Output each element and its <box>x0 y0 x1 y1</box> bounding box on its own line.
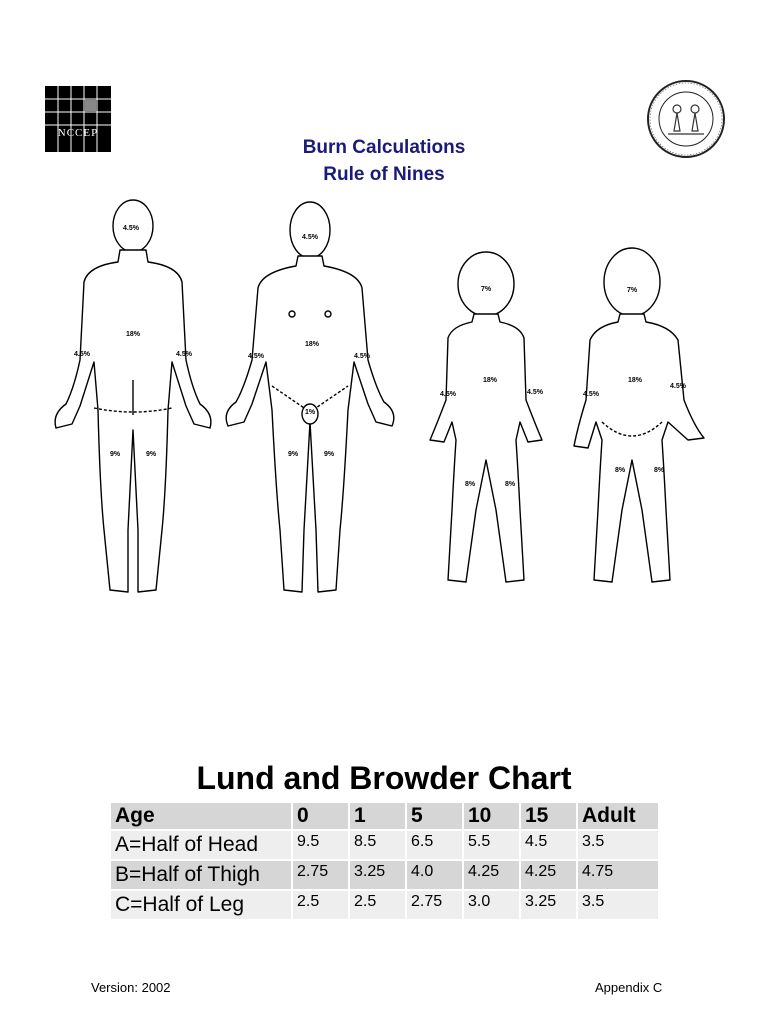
table-row <box>111 891 658 919</box>
adult-front-leg-left-pct: 9% <box>287 451 299 458</box>
child-front-arm-right-pct: 4.5% <box>670 383 686 390</box>
adult-front-arm-left-pct: 4.5% <box>248 353 264 360</box>
adult-front-figure <box>226 202 394 592</box>
table-cell: 2.5 <box>293 891 348 919</box>
row-label-head: A=Half of Head <box>111 831 291 859</box>
child-front-torso-pct: 18% <box>627 377 643 384</box>
footer-appendix: Appendix C <box>595 980 663 995</box>
adult-back-arm-right-pct: 4.5% <box>176 351 192 358</box>
header-age-5: 5 <box>407 803 462 829</box>
table-cell: 4.5 <box>521 831 576 859</box>
header-age: Age <box>111 803 291 829</box>
child-front-leg-right-pct: 8% <box>653 467 665 474</box>
adult-front-torso-pct: 18% <box>304 341 320 348</box>
adult-front-head-pct: 4.5% <box>302 234 318 241</box>
child-back-torso-pct: 18% <box>482 377 498 384</box>
child-back-head-pct: 7% <box>480 286 492 293</box>
title-burn-calculations: Burn Calculations <box>302 137 466 158</box>
child-front-head-pct: 7% <box>626 287 638 294</box>
table-cell: 4.25 <box>521 861 576 889</box>
header-age-15: 15 <box>521 803 576 829</box>
table-cell: 8.5 <box>350 831 405 859</box>
table-cell: 4.75 <box>578 861 658 889</box>
row-label-thigh: B=Half of Thigh <box>111 861 291 889</box>
table-cell: 3.25 <box>521 891 576 919</box>
child-back-arm-right-pct: 4.5% <box>527 389 543 396</box>
adult-back-leg-right-pct: 9% <box>145 451 157 458</box>
footer-version: Version: 2002 <box>91 980 171 995</box>
adult-back-leg-left-pct: 9% <box>109 451 121 458</box>
lund-browder-title: Lund and Browder Chart <box>196 760 572 796</box>
table-cell: 4.25 <box>464 861 519 889</box>
table-cell: 2.5 <box>350 891 405 919</box>
adult-front-leg-right-pct: 9% <box>323 451 335 458</box>
rule-of-nines-figures <box>0 190 768 610</box>
adult-front-groin-pct: 1% <box>304 409 316 416</box>
header-age-0: 0 <box>293 803 348 829</box>
table-row <box>111 831 658 859</box>
adult-back-head-pct: 4.5% <box>123 225 139 232</box>
table-cell: 3.25 <box>350 861 405 889</box>
child-front-figure <box>574 248 704 582</box>
header-age-adult: Adult <box>578 803 658 829</box>
table-cell: 2.75 <box>293 861 348 889</box>
header-age-1: 1 <box>350 803 405 829</box>
child-back-figure <box>430 252 542 582</box>
adult-back-figure <box>55 200 211 592</box>
child-front-arm-left-pct: 4.5% <box>583 391 599 398</box>
table-cell: 4.0 <box>407 861 462 889</box>
header-age-10: 10 <box>464 803 519 829</box>
row-label-leg: C=Half of Leg <box>111 891 291 919</box>
table-row <box>111 861 658 889</box>
title-rule-of-nines: Rule of Nines <box>323 164 445 185</box>
child-front-leg-left-pct: 8% <box>614 467 626 474</box>
table-cell: 3.5 <box>578 831 658 859</box>
child-back-leg-left-pct: 8% <box>464 481 476 488</box>
lund-browder-table <box>109 801 660 921</box>
child-back-arm-left-pct: 4.5% <box>440 391 456 398</box>
logo-text: NCCEP <box>57 127 99 139</box>
table-cell: 5.5 <box>464 831 519 859</box>
adult-front-arm-right-pct: 4.5% <box>354 353 370 360</box>
table-cell: 3.0 <box>464 891 519 919</box>
child-back-leg-right-pct: 8% <box>504 481 516 488</box>
adult-back-torso-pct: 18% <box>125 331 141 338</box>
table-cell: 3.5 <box>578 891 658 919</box>
adult-back-arm-left-pct: 4.5% <box>74 351 90 358</box>
table-cell: 9.5 <box>293 831 348 859</box>
table-cell: 2.75 <box>407 891 462 919</box>
table-header-row <box>111 803 658 829</box>
table-cell: 6.5 <box>407 831 462 859</box>
